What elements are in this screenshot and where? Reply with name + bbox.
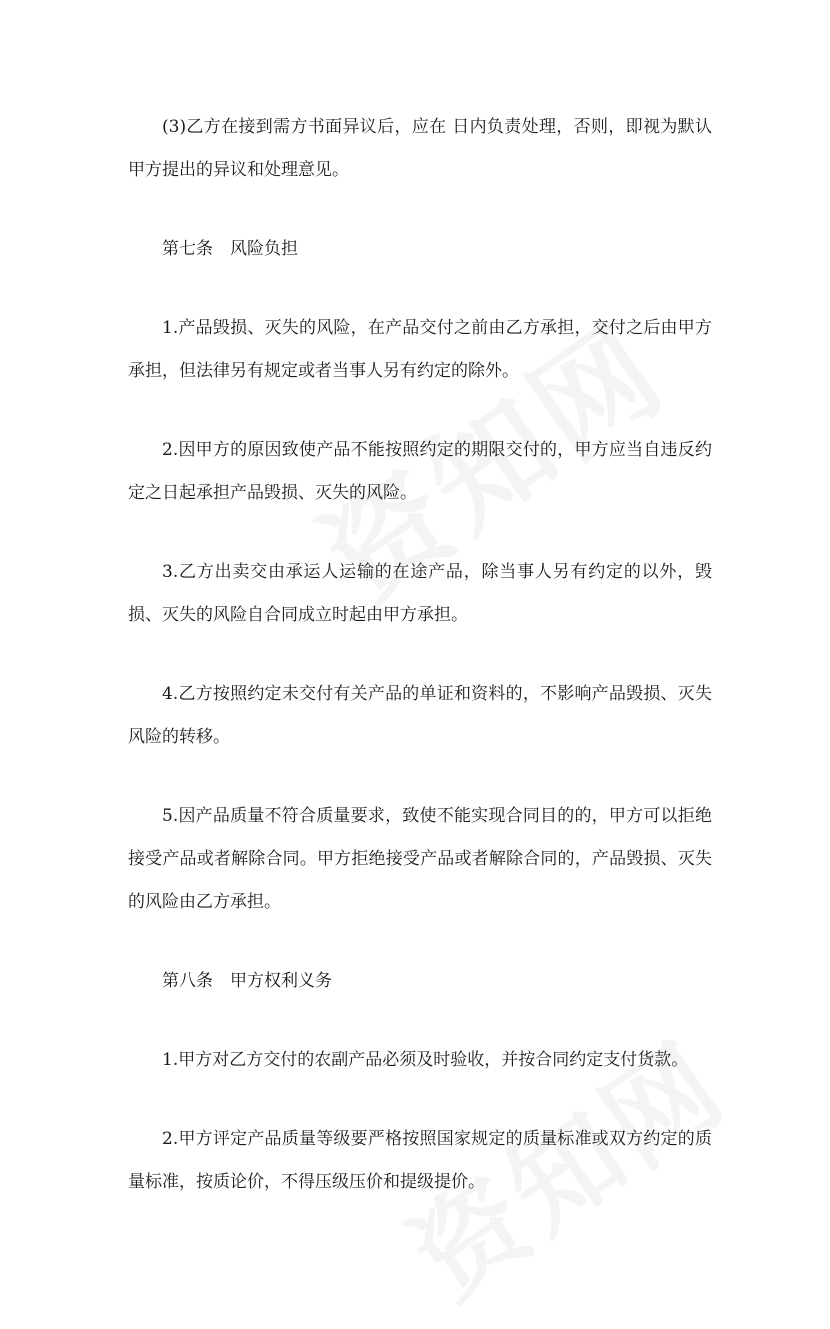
section-heading-article-7: 第七条 风险负担 — [162, 239, 298, 259]
paragraph-party-a-1: 1.甲方对乙方交付的农副产品必须及时验收，并按合同约定支付货款。 — [162, 1050, 689, 1070]
paragraph-objection-handling: (3)乙方在接到需方书面异议后，应在 日内负责处理，否则，即视为默认甲方提出的异议和处理意见。 — [128, 117, 712, 180]
paragraph-risk-1: 1.产品毁损、灭失的风险，在产品交付之前由乙方承担，交付之后由甲方承担，但法律另有规定或者当事人另有约定的除外。 — [128, 318, 712, 381]
paragraph-risk-3: 3.乙方出卖交由承运人运输的在途产品，除当事人另有约定的以外，毁损、灭失的风险自合同成立时起由甲方承担。 — [128, 562, 712, 625]
paragraph-risk-5: 5.因产品质量不符合质量要求，致使不能实现合同目的的，甲方可以拒绝接受产品或者解除合同。甲方拒绝接受产品或者解除合同的，产品毁损、灭失的风险由乙方承担。 — [128, 806, 712, 912]
section-heading-article-8: 第八条 甲方权利义务 — [162, 971, 332, 991]
document-body — [128, 106, 712, 1240]
paragraph-risk-4: 4.乙方按照约定未交付有关产品的单证和资料的，不影响产品毁损、灭失风险的转移。 — [128, 684, 712, 747]
paragraph-risk-2: 2.因甲方的原因致使产品不能按照约定的期限交付的，甲方应当自违反约定之日起承担产品毁损、灭失的风险。 — [128, 440, 712, 503]
paragraph-party-a-2: 2.甲方评定产品质量等级要严格按照国家规定的质量标准或双方约定的质量标准，按质论价，不得压级压价和提级提价。 — [128, 1129, 712, 1192]
